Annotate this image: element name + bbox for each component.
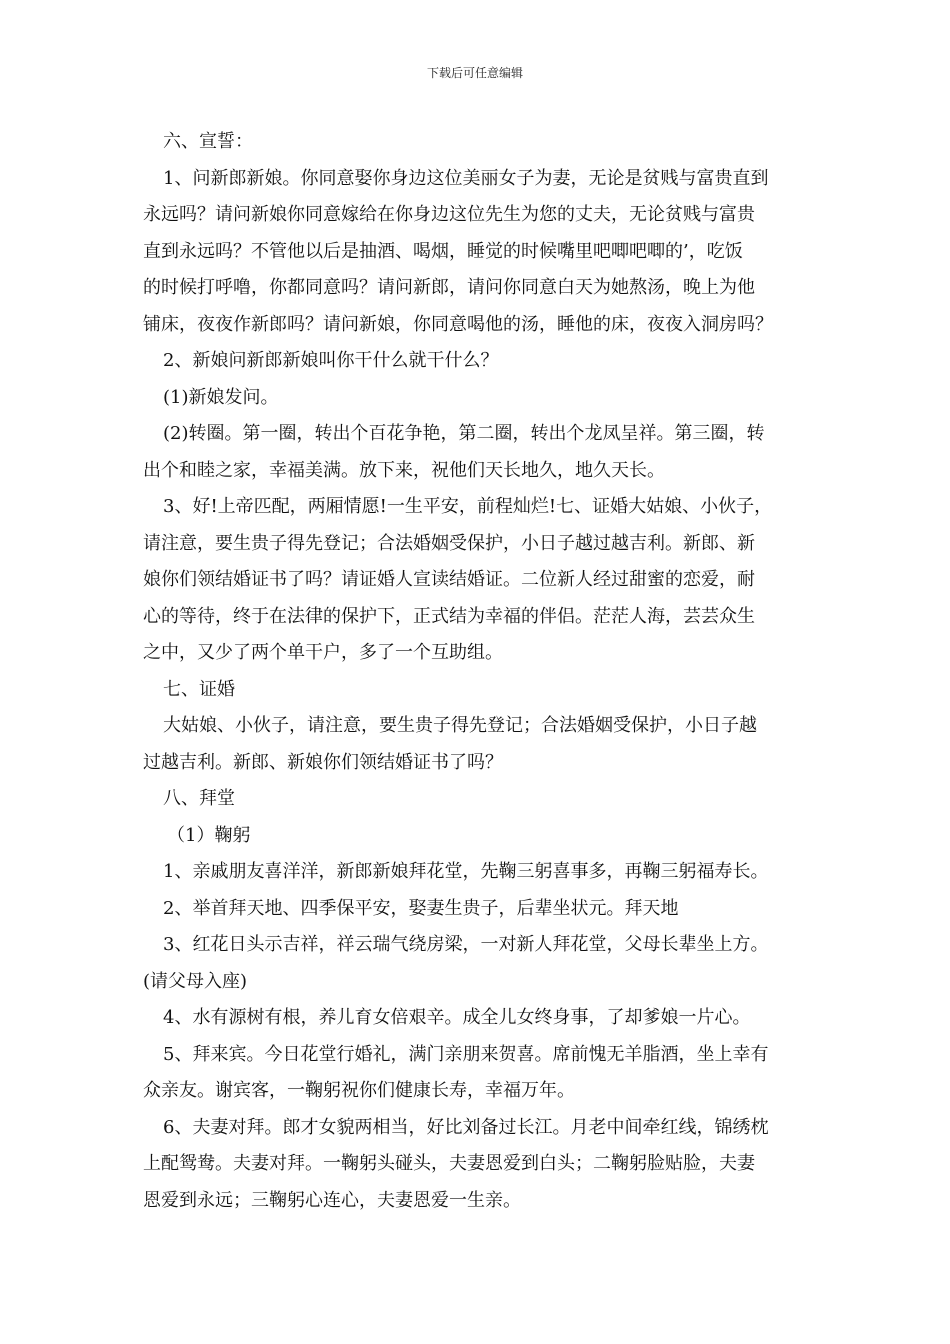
- text-line: 娘你们领结婚证书了吗？请证婚人宣读结婚证。二位新人经过甜蜜的恋爱，耐: [143, 569, 755, 590]
- text-line: 3、好!上帝匹配，两厢情愿!一生平安，前程灿烂!七、证婚大姑娘、小伙子，: [163, 496, 773, 517]
- document-body: [143, 124, 813, 1219]
- text-line: （1）鞠躬: [167, 824, 251, 846]
- text-line: 出个和睦之家，幸福美满。放下来，祝他们天长地久，地久天长。: [143, 459, 665, 481]
- text-line: 6、夫妻对拜。郎才女貌两相当，好比刘备过长江。月老中间牵红线，锦绣枕: [163, 1116, 769, 1138]
- text-line: 七、证婚: [163, 678, 235, 700]
- text-line: 八、拜堂: [163, 788, 235, 809]
- text-line: 上配鸳鸯。夫妻对拜。一鞠躬头碰头，夫妻恩爱到白头；二鞠躬脸贴脸，夫妻: [143, 1153, 755, 1174]
- text-line: 1、问新郎新娘。你同意娶你身边这位美丽女子为妻，无论是贫贱与富贵直到: [163, 167, 769, 189]
- text-line: 铺床，夜夜作新郎吗？请问新娘，你同意喝他的汤，睡他的床，夜夜入洞房吗？: [143, 313, 773, 335]
- text-line: 六、宣誓：: [163, 131, 253, 152]
- text-line: 之中，又少了两个单干户，多了一个互助组。: [143, 642, 503, 663]
- page-header: 下载后可任意编辑: [426, 66, 523, 80]
- text-line: 5、拜来宾。今日花堂行婚礼，满门亲朋来贺喜。席前愧无羊脂酒，坐上幸有: [163, 1043, 769, 1065]
- text-line: 大姑娘、小伙子，请注意，要生贵子得先登记；合法婚姻受保护，小日子越: [163, 715, 757, 736]
- text-line: 众亲友。谢宾客，一鞠躬祝你们健康长寿，幸福万年。: [143, 1080, 575, 1101]
- text-line: 2、新娘问新郎新娘叫你干什么就干什么？: [163, 350, 499, 371]
- text-line: 过越吉利。新郎、新娘你们领结婚证书了吗？: [143, 751, 503, 773]
- text-line: 2、举首拜天地、四季保平安，娶妻生贵子，后辈坐状元。拜天地: [163, 897, 679, 919]
- text-line: 4、水有源树有根，养儿育女倍艰辛。成全儿女终身事，了却爹娘一片心。: [163, 1007, 751, 1028]
- text-line: (请父母入座): [143, 970, 248, 992]
- text-line: 心的等待，终于在法律的保护下，正式结为幸福的伴侣。茫茫人海，芸芸众生: [143, 605, 755, 627]
- text-line: (1)新娘发问。: [163, 386, 279, 408]
- text-line: 请注意，要生贵子得先登记；合法婚姻受保护，小日子越过越吉利。新郎、新: [143, 532, 755, 554]
- text-line: 的时候打呼噜，你都同意吗？请问新郎，请问你同意白天为她熬汤，晚上为他: [143, 277, 755, 298]
- text-line: 直到永远吗？不管他以后是抽酒、喝烟，睡觉的时候嘴里吧唧吧唧的’，吃饭: [143, 240, 743, 262]
- text-line: 1、亲戚朋友喜洋洋，新郎新娘拜花堂，先鞠三躬喜事多，再鞠三躬福寿长。: [163, 861, 769, 882]
- text-line: 3、红花日头示吉祥，祥云瑞气绕房梁，一对新人拜花堂，父母长辈坐上方。: [163, 934, 769, 955]
- text-line: (2)转圈。第一圈，转出个百花争艳，第二圈，转出个龙凤呈祥。第三圈，转: [163, 423, 765, 444]
- text-line: 恩爱到永远；三鞠躬心连心，夫妻恩爱一生亲。: [143, 1189, 521, 1211]
- text-line: 永远吗？请问新娘你同意嫁给在你身边这位先生为您的丈夫，无论贫贱与富贵: [143, 204, 755, 225]
